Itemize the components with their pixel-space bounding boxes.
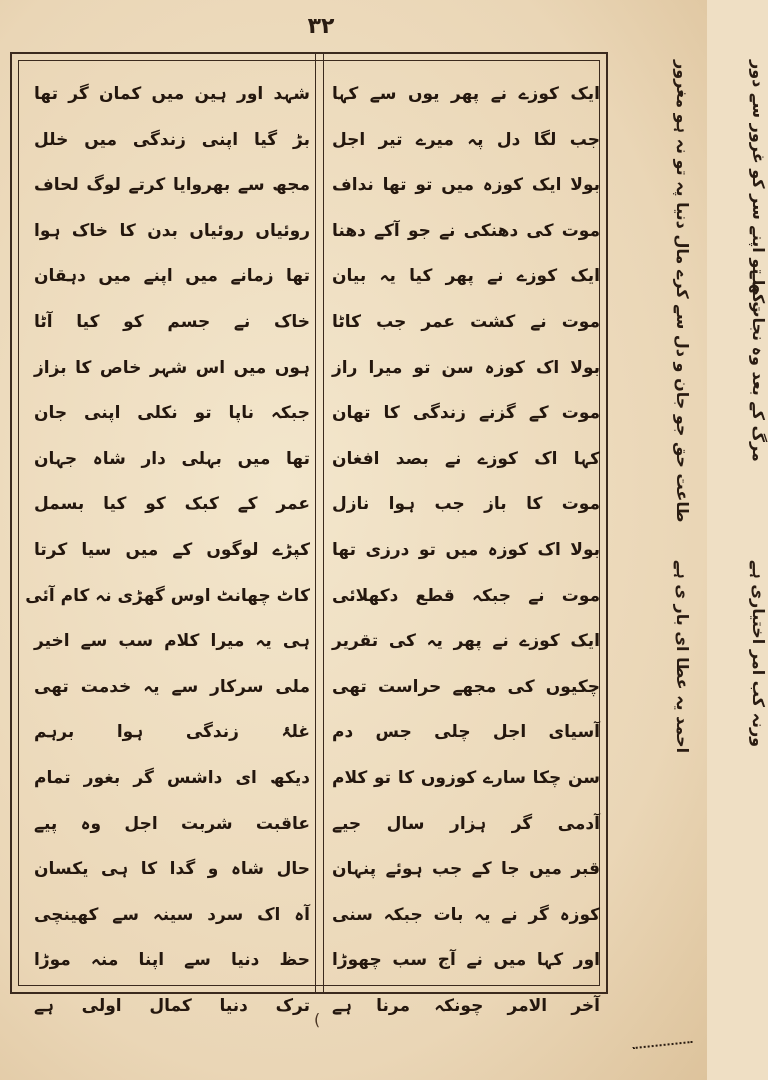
bottom-mark: ( [314, 1010, 321, 1029]
verse-line: کاٹ چھانٹ اوس گھڑی نہ کام آئی [25, 585, 310, 606]
page-number: ۳۲ [307, 14, 335, 39]
verse-line: موت نے جبکہ قطع دکھلائی [332, 585, 600, 606]
verse-line: حال شاہ و گدا کا ہی یکسان [34, 859, 310, 880]
verse-line: حظ دنیا سے اپنا منہ موڑا [34, 950, 310, 971]
margin-note: طاعت حق جو جان و دل سے کرے [673, 270, 692, 523]
verse-line: ہوں میں اس شہر خاص کا بزاز [34, 357, 310, 378]
verse-line: کہا اک کوزے نے بصد افغان [332, 448, 600, 469]
verse-line: بولا اک کوزہ سن تو میرا راز [332, 357, 600, 378]
verse-line: غلۂ زندگی ہوا برہم [34, 722, 310, 743]
verse-line: ایک کوزے نے پھر یہ کی تقریر [332, 631, 600, 652]
margin-note: مال دنیا پہ تو نہ ہو مغرور [673, 60, 692, 265]
verse-line: ترک دنیا کمال اولی ہے [34, 995, 310, 1016]
verse-line: موت کی دھنکی نے جو آکے دھنا [332, 220, 600, 241]
text-frame [10, 52, 608, 1016]
verse-line: دیکھ ای داشس گر بغور تمام [34, 767, 310, 788]
verse-line: ایک کوزے نے پھر یوں سے کہا [332, 84, 600, 104]
verse-line: آخر الامر چونکہ مرنا ہے [332, 995, 600, 1016]
verse-line: روئیاں روئیاں بدن کا خاک ہوا [34, 220, 310, 241]
verse-line: خاک نے جسم کو کیا آٹا [34, 311, 310, 332]
verse-line: بولا ایک کوزہ میں تو تھا نداف [332, 175, 600, 196]
verse-line: بڑ گیا اپنی زندگی میں خلل [34, 129, 310, 150]
margin-note: احمد یہ عطا ای بار ی ہے [673, 560, 692, 754]
verse-line: ایک کوزے نے پھر کیا یہ بیان [332, 266, 600, 287]
verse-line: چکیوں کی مجھے حراست تھی [332, 676, 600, 697]
verse-line: کپڑے لوگوں کے میں سیا کرتا [34, 539, 310, 560]
verse-line: عمر کے کبک کو کیا بسمل [34, 494, 310, 515]
verse-line: ہی یہ میرا کلام سب سے اخیر [34, 631, 310, 652]
verse-line: تھا میں بہلی دار شاہ جہان [34, 448, 310, 469]
ink-mark [633, 1041, 694, 1057]
verse-line: قبر میں جا کے جب ہوئے پنہان [332, 859, 600, 880]
verse-line: موت نے کشت عمر جب کاٹا [332, 311, 600, 332]
verse-line: جبکہ ناپا تو نکلی اپنی جان [34, 403, 310, 424]
margin-note: مرگ کے بعد وہ نجات ملے [749, 270, 768, 462]
verse-line: بولا اک کوزہ میں تو درزی تھا [332, 539, 600, 560]
verse-line: آدمی گر ہزار سال جیے [332, 813, 600, 834]
verse-line: اور کہا میں نے آج سب چھوڑا [332, 950, 600, 971]
verse-line: موت کے گزنے زندگی کا تھان [332, 403, 600, 424]
verse-line: ملی سرکار سے یہ خدمت تھی [34, 676, 310, 697]
right-column [332, 72, 600, 1029]
column-divider-left [315, 54, 316, 992]
verse-line: مجھ سے بھروایا کرتے لوگ لحاف [34, 175, 310, 196]
margin-notes [612, 60, 768, 960]
verse-line: شہد اور ہین میں کمان گر تھا [34, 84, 310, 104]
verse-line: جب لگا دل پہ میرے تیر اجل [332, 129, 600, 150]
verse-line: آہ اک سرد سینہ سے کھینچی [34, 904, 310, 925]
left-column [25, 72, 310, 1029]
verse-line: تھا زمانے میں اپنے میں دہقان [34, 266, 310, 287]
margin-note: ورنہ کب امر اختیاری ہے [749, 560, 768, 748]
column-divider-right [323, 54, 324, 992]
verse-line: آسیای اجل چلی جس دم [332, 722, 600, 743]
verse-line: عاقبت شربت اجل وہ پیے [34, 813, 310, 834]
verse-line: سن چکا سارے کوزوں کا تو کلام [332, 767, 600, 788]
margin-note: رکھ تو اپنے سر کو غرور سے دور [749, 60, 768, 313]
verse-line: موت کا باز جب ہوا نازل [332, 494, 600, 515]
verse-line: کوزہ گر نے یہ بات جبکہ سنی [332, 904, 600, 925]
